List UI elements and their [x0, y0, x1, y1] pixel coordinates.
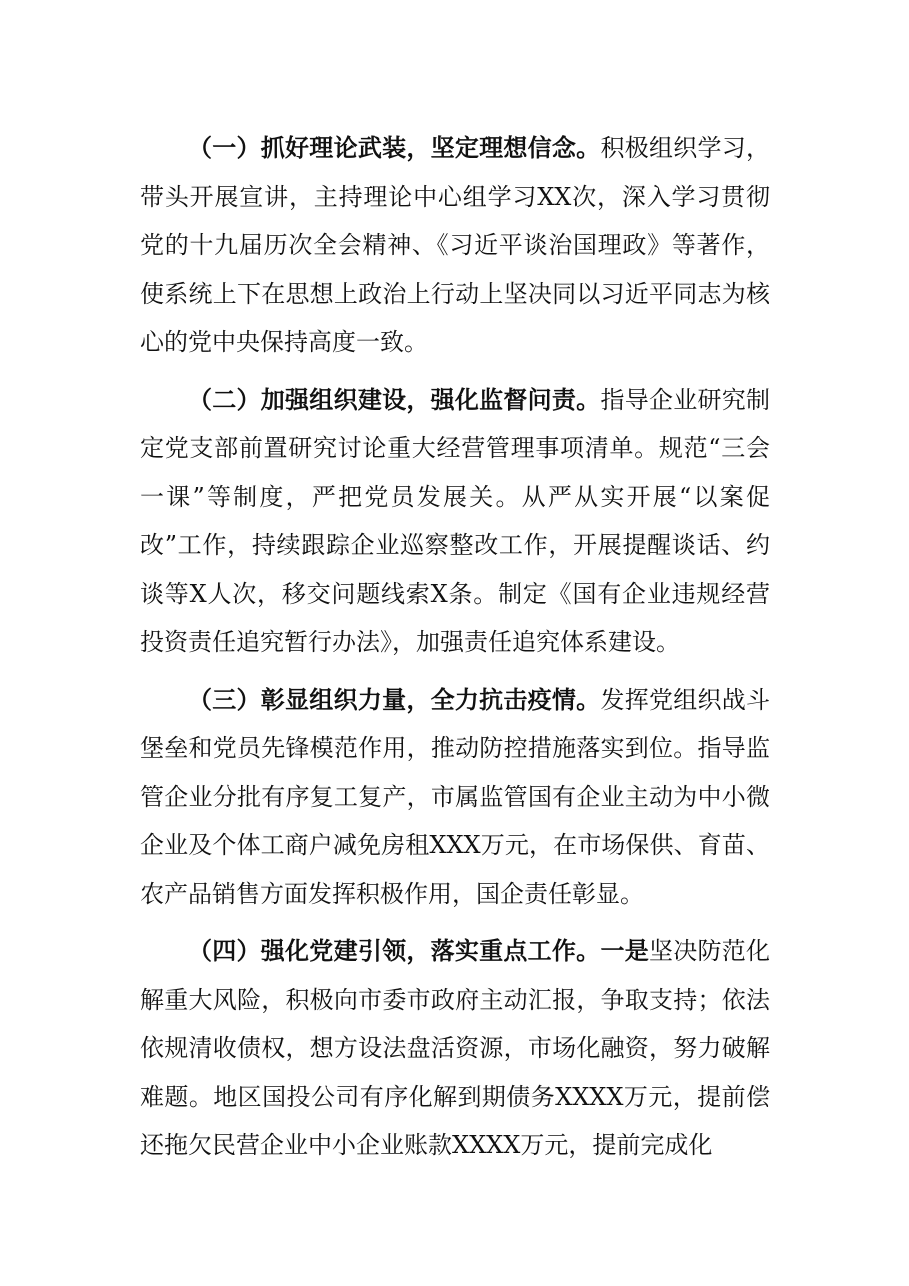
paragraph-4-body: 坚决防范化解重大风险，积极向市委市政府主动汇报，争取支持；依法依规清收债权，想方设法盘活资源，市场化融资，努力破解难题。地区国投公司有序化解到期债务XXXX万元，提前偿还拖欠民营企业中小企业账款XXXX万元，提前完成化	[140, 937, 771, 1159]
paragraph-2-body: 指导企业研究制定党支部前置研究讨论重大经营管理事项清单。规范“三会一课”等制度，严把党员发展关。从严从实开展“以案促改”工作，持续跟踪企业巡察整改工作，开展提醒谈话、约谈等X人次，移交问题线索X条。制定《国有企业违规经营投资责任追究暂行办法》，加强责任追究体系建设。	[140, 385, 771, 656]
paragraph-1	[140, 124, 770, 367]
paragraph-4-heading: （四）强化党建引领，落实重点工作。	[188, 937, 601, 965]
paragraph-2	[140, 376, 770, 667]
paragraph-4-lead: 一是	[600, 937, 649, 965]
document-body	[140, 124, 770, 1179]
paragraph-3-heading: （三）彰显组织力量，全力抗击疫情。	[188, 685, 601, 714]
paragraph-1-heading: （一）抓好理论武装，坚定理想信念。	[188, 134, 601, 162]
paragraph-3-body: 发挥党组织战斗堡垒和党员先锋模范作用，推动防控措施落实到位。指导监管企业分批有序复工复产，市属监管国有企业主动为中小微企业及个体工商户减免房租XXX万元，在市场保供、育苗、农产品销售方面发挥积极作用，国企责任彰显。	[140, 685, 771, 908]
paragraph-1-body: 积极组织学习，带头开展宣讲，主持理论中心组学习XX次，深入学习贯彻党的十九届历次全会精神、《习近平谈治国理政》等著作，使系统上下在思想上政治上行动上坚决同以习近平同志为核心的党中央保持高度一致。	[140, 134, 771, 356]
paragraph-2-heading: （二）加强组织建设，强化监督问责。	[188, 385, 601, 414]
paragraph-4	[140, 927, 770, 1170]
paragraph-3	[140, 676, 770, 919]
